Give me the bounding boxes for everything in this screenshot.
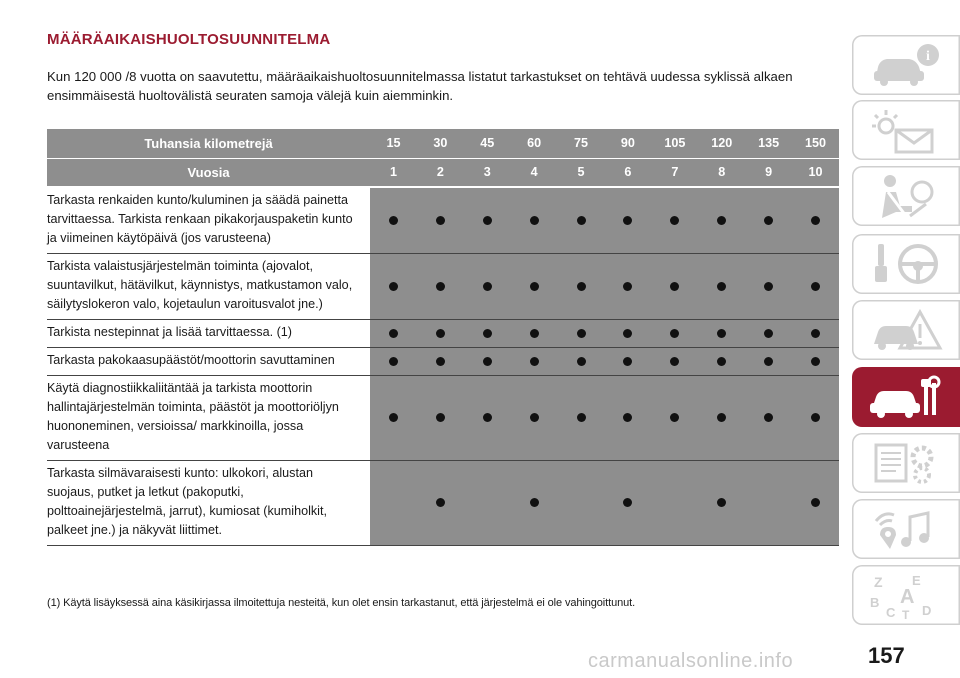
interval-cell bbox=[370, 320, 417, 348]
years-header-label: Vuosia bbox=[47, 158, 370, 187]
years-header-cell: 2 bbox=[417, 158, 464, 187]
check-dot bbox=[530, 282, 539, 291]
check-dot bbox=[483, 216, 492, 225]
interval-cell bbox=[370, 348, 417, 376]
check-dot bbox=[623, 413, 632, 422]
interval-cell bbox=[511, 187, 558, 254]
interval-cell bbox=[792, 348, 839, 376]
years-header-cell: 10 bbox=[792, 158, 839, 187]
tab-seat-airbag[interactable] bbox=[852, 166, 960, 226]
interval-cell bbox=[745, 348, 792, 376]
years-header-cell: 4 bbox=[511, 158, 558, 187]
check-dot bbox=[811, 413, 820, 422]
multimedia-icon bbox=[866, 505, 946, 553]
footnote: (1) Käytä lisäyksessä aina käsikirjassa ilmoitettuja nesteitä, kun olet ensin tarkastanut, että järjestelmä ei ole vahingoittunut. bbox=[47, 597, 636, 609]
interval-cell bbox=[417, 348, 464, 376]
check-dot bbox=[577, 329, 586, 338]
index-letter: A bbox=[900, 586, 915, 608]
tab-maintenance[interactable] bbox=[852, 367, 960, 427]
check-dot bbox=[530, 498, 539, 507]
km-header-cell: 15 bbox=[370, 129, 417, 158]
interval-cell bbox=[792, 254, 839, 320]
interval-cell bbox=[558, 187, 605, 254]
svg-text:i: i bbox=[926, 49, 930, 64]
index-letter: B bbox=[870, 595, 880, 610]
check-dot bbox=[530, 413, 539, 422]
tab-index[interactable] bbox=[852, 565, 960, 625]
check-dot bbox=[670, 413, 679, 422]
check-dot bbox=[811, 357, 820, 366]
tab-multimedia[interactable] bbox=[852, 499, 960, 559]
task-description: Tarkasta silmävaraisesti kunto: ulkokori, alustan suojaus, putket ja letkut (pakoputki, polttoainejärjestelmä, jarrut), kumiosat (kumiholkit, palkeet jne.) ja näkyvät liittimet. bbox=[47, 461, 370, 546]
table-row bbox=[47, 320, 839, 348]
tab-specs[interactable] bbox=[852, 433, 960, 493]
interval-cell bbox=[745, 376, 792, 461]
steering-wheel-icon bbox=[866, 240, 946, 288]
check-dot bbox=[764, 357, 773, 366]
km-header-cell: 150 bbox=[792, 129, 839, 158]
check-dot bbox=[436, 498, 445, 507]
interval-cell bbox=[511, 348, 558, 376]
check-dot bbox=[670, 216, 679, 225]
interval-cell bbox=[417, 376, 464, 461]
table-row bbox=[47, 461, 839, 546]
km-header-row bbox=[47, 129, 839, 158]
index-letter: Z bbox=[874, 574, 883, 590]
interval-cell bbox=[558, 376, 605, 461]
years-header-cell: 3 bbox=[464, 158, 511, 187]
check-dot bbox=[717, 329, 726, 338]
interval-cell bbox=[651, 187, 698, 254]
intro-paragraph: Kun 120 000 /8 vuotta on saavutettu, määräaikaishuoltosuunnitelmassa listatut tarkastukset on tehtävä uudessa syklissä alkaen ensimmäisestä huoltovälistä seuraten samoja välejä kuin aiemminkin. bbox=[47, 69, 793, 103]
tab-warning-lights[interactable] bbox=[852, 100, 960, 160]
check-dot bbox=[764, 216, 773, 225]
km-header-label: Tuhansia kilometrejä bbox=[47, 129, 370, 158]
task-description: Käytä diagnostiikkaliitäntää ja tarkista moottorin hallintajärjestelmän toiminta, päästöt ja moottoriöljyn huononeminen, versioissa/ markkinoilla, jossa varusteena bbox=[47, 376, 370, 461]
tab-car-info[interactable] bbox=[852, 35, 960, 95]
check-dot bbox=[530, 357, 539, 366]
check-dot bbox=[623, 282, 632, 291]
check-dot bbox=[717, 413, 726, 422]
interval-cell bbox=[604, 254, 651, 320]
interval-cell bbox=[698, 187, 745, 254]
years-header-cell: 9 bbox=[745, 158, 792, 187]
interval-cell bbox=[698, 376, 745, 461]
table-row bbox=[47, 254, 839, 320]
interval-cell bbox=[745, 187, 792, 254]
check-dot bbox=[811, 282, 820, 291]
warning-lights-icon bbox=[866, 106, 946, 154]
check-dot bbox=[717, 357, 726, 366]
km-header-cell: 75 bbox=[558, 129, 605, 158]
km-header-cell: 135 bbox=[745, 129, 792, 158]
task-description: Tarkasta renkaiden kunto/kuluminen ja säädä painetta tarvittaessa. Tarkista renkaan pikakorjauspaketin kunto ja viimeinen käytöpäivä (jos varusteena) bbox=[47, 187, 370, 254]
interval-cell bbox=[464, 254, 511, 320]
check-dot bbox=[389, 357, 398, 366]
check-dot bbox=[764, 329, 773, 338]
check-dot bbox=[389, 216, 398, 225]
specs-gear-icon bbox=[866, 439, 946, 487]
interval-cell bbox=[745, 461, 792, 546]
km-header-cell: 60 bbox=[511, 129, 558, 158]
check-dot bbox=[577, 413, 586, 422]
check-dot bbox=[811, 498, 820, 507]
check-dot bbox=[436, 329, 445, 338]
interval-cell bbox=[558, 461, 605, 546]
check-dot bbox=[811, 329, 820, 338]
interval-cell bbox=[698, 461, 745, 546]
car-info-icon bbox=[866, 41, 946, 89]
check-dot bbox=[483, 357, 492, 366]
check-dot bbox=[436, 357, 445, 366]
check-dot bbox=[436, 216, 445, 225]
check-dot bbox=[670, 282, 679, 291]
table-row bbox=[47, 348, 839, 376]
page-number: 157 bbox=[868, 643, 905, 668]
interval-cell bbox=[651, 320, 698, 348]
check-dot bbox=[436, 413, 445, 422]
check-dot bbox=[483, 329, 492, 338]
check-dot bbox=[389, 413, 398, 422]
table-row bbox=[47, 187, 839, 254]
index-letter: E bbox=[912, 573, 921, 588]
interval-cell bbox=[698, 320, 745, 348]
interval-cell bbox=[417, 254, 464, 320]
check-dot bbox=[623, 216, 632, 225]
interval-cell bbox=[651, 254, 698, 320]
index-letter: C bbox=[886, 605, 896, 619]
interval-cell bbox=[464, 320, 511, 348]
interval-cell bbox=[604, 348, 651, 376]
check-dot bbox=[717, 498, 726, 507]
task-description: Tarkista nestepinnat ja lisää tarvittaessa. (1) bbox=[47, 320, 370, 348]
interval-cell bbox=[698, 348, 745, 376]
check-dot bbox=[483, 282, 492, 291]
alphabetical-index-icon bbox=[866, 571, 946, 619]
interval-cell bbox=[745, 320, 792, 348]
interval-cell bbox=[792, 376, 839, 461]
interval-cell bbox=[651, 348, 698, 376]
interval-cell bbox=[370, 376, 417, 461]
years-header-cell: 1 bbox=[370, 158, 417, 187]
years-header-cell: 7 bbox=[651, 158, 698, 187]
interval-cell bbox=[511, 376, 558, 461]
interval-cell bbox=[604, 376, 651, 461]
check-dot bbox=[717, 216, 726, 225]
km-header-cell: 45 bbox=[464, 129, 511, 158]
schedule-body bbox=[47, 187, 839, 546]
interval-cell bbox=[651, 376, 698, 461]
watermark: carmanualsonline.info bbox=[588, 650, 794, 672]
interval-cell bbox=[417, 320, 464, 348]
years-header-cell: 8 bbox=[698, 158, 745, 187]
car-emergency-icon bbox=[866, 306, 946, 354]
interval-cell bbox=[651, 461, 698, 546]
index-letter: D bbox=[922, 603, 932, 618]
km-header-cell: 120 bbox=[698, 129, 745, 158]
check-dot bbox=[530, 329, 539, 338]
car-maintenance-icon bbox=[866, 373, 946, 421]
interval-cell bbox=[511, 254, 558, 320]
maintenance-schedule-table bbox=[47, 129, 839, 546]
interval-cell bbox=[792, 461, 839, 546]
seat-airbag-icon bbox=[866, 172, 946, 220]
page-title: MÄÄRÄAIKAISHUOLTOSUUNNITELMA bbox=[47, 31, 331, 48]
index-letter: T bbox=[902, 608, 910, 619]
interval-cell bbox=[370, 461, 417, 546]
check-dot bbox=[811, 216, 820, 225]
check-dot bbox=[670, 329, 679, 338]
km-header-cell: 30 bbox=[417, 129, 464, 158]
interval-cell bbox=[370, 187, 417, 254]
tab-emergency[interactable] bbox=[852, 300, 960, 360]
km-header-cell: 90 bbox=[604, 129, 651, 158]
interval-cell bbox=[370, 254, 417, 320]
check-dot bbox=[670, 357, 679, 366]
check-dot bbox=[577, 216, 586, 225]
interval-cell bbox=[558, 254, 605, 320]
interval-cell bbox=[558, 348, 605, 376]
check-dot bbox=[764, 413, 773, 422]
interval-cell bbox=[511, 461, 558, 546]
check-dot bbox=[717, 282, 726, 291]
interval-cell bbox=[417, 461, 464, 546]
check-dot bbox=[764, 282, 773, 291]
check-dot bbox=[623, 357, 632, 366]
interval-cell bbox=[792, 320, 839, 348]
interval-cell bbox=[792, 187, 839, 254]
years-header-cell: 5 bbox=[558, 158, 605, 187]
years-header-row bbox=[47, 158, 839, 187]
years-header-cell: 6 bbox=[604, 158, 651, 187]
tab-steering[interactable] bbox=[852, 234, 960, 294]
interval-cell bbox=[698, 254, 745, 320]
task-description: Tarkista valaistusjärjestelmän toiminta (ajovalot, suuntavilkut, hätävilkut, käynnistys, matkustamon valo, säilytyslokeron valo, kojetaulun varoitusvalot jne.) bbox=[47, 254, 370, 320]
check-dot bbox=[623, 498, 632, 507]
km-header-cell: 105 bbox=[651, 129, 698, 158]
interval-cell bbox=[464, 376, 511, 461]
check-dot bbox=[389, 329, 398, 338]
interval-cell bbox=[511, 320, 558, 348]
check-dot bbox=[577, 282, 586, 291]
check-dot bbox=[530, 216, 539, 225]
check-dot bbox=[436, 282, 445, 291]
interval-cell bbox=[464, 187, 511, 254]
interval-cell bbox=[464, 348, 511, 376]
check-dot bbox=[577, 357, 586, 366]
interval-cell bbox=[604, 187, 651, 254]
task-description: Tarkasta pakokaasupäästöt/moottorin savuttaminen bbox=[47, 348, 370, 376]
interval-cell bbox=[604, 320, 651, 348]
interval-cell bbox=[604, 461, 651, 546]
check-dot bbox=[483, 413, 492, 422]
check-dot bbox=[623, 329, 632, 338]
check-dot bbox=[389, 282, 398, 291]
table-row bbox=[47, 376, 839, 461]
interval-cell bbox=[464, 461, 511, 546]
interval-cell bbox=[745, 254, 792, 320]
interval-cell bbox=[417, 187, 464, 254]
interval-cell bbox=[558, 320, 605, 348]
